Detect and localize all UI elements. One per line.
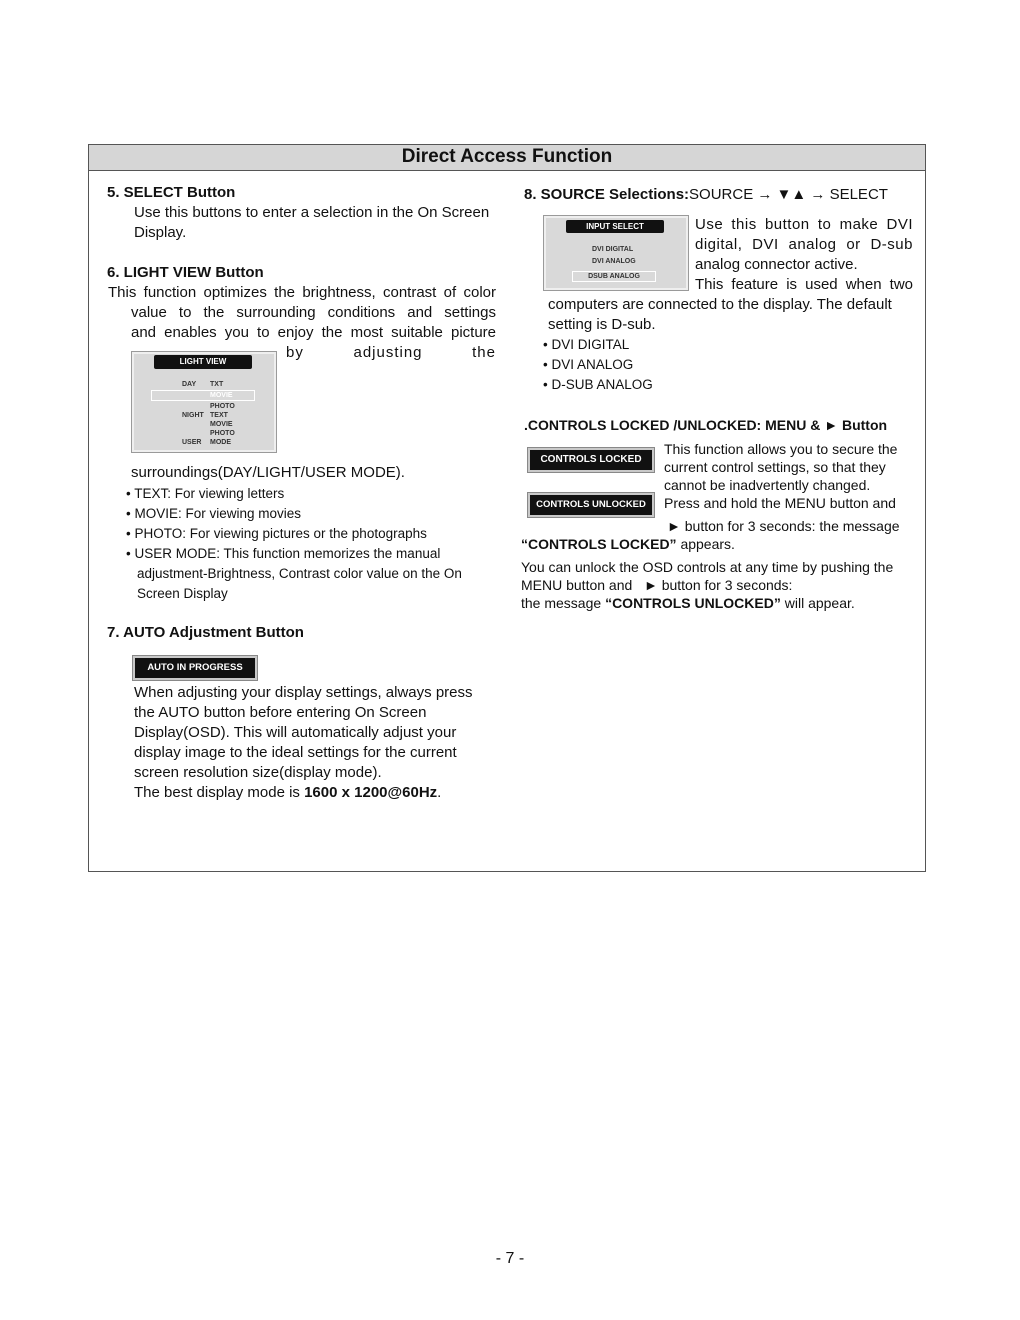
section7-line2: the AUTO button before entering On Screen [134, 704, 427, 721]
section6-heading: 6. LIGHT VIEW Button [107, 264, 264, 281]
controls-locked-message-line [521, 535, 735, 553]
section8-line1: Use this button to make DVI [695, 216, 913, 233]
osd-input-title: INPUT SELECT [566, 220, 664, 233]
msg-locked-suffix: appears. [676, 536, 735, 552]
section8-line5: computers are connected to the display. The default [548, 296, 892, 313]
page-number: - 7 - [495, 1250, 525, 1267]
osd-movie: MOVIE [210, 392, 233, 399]
section8-bullet-dsub-analog: • D-SUB ANALOG [543, 377, 653, 392]
controls-p1-line3: cannot be inadvertently changed. [664, 477, 871, 493]
osd-dvi-digital: DVI DIGITAL [592, 246, 634, 253]
section7-line5: screen resolution size(display mode). [134, 764, 382, 781]
best-mode-prefix: The best display mode is [134, 784, 305, 801]
controls-p1-line2: current control settings, so that they [664, 459, 886, 475]
section-title: Direct Access Function [89, 145, 925, 171]
section5-heading: 5. SELECT Button [107, 184, 236, 201]
msg-controls-unlocked: “CONTROLS UNLOCKED” [605, 595, 781, 611]
msg-controls-locked: “CONTROLS LOCKED” [521, 536, 677, 552]
controls-p1-line5: ► button for 3 seconds: the message [667, 518, 900, 534]
section5-body-line2: Display. [134, 224, 187, 241]
section8-heading-bold: 8. SOURCE Selections: [524, 186, 690, 203]
section8-bullet-dvi-analog: • DVI ANALOG [543, 357, 634, 372]
section7-best-mode-line [134, 783, 441, 803]
controls-p2-line1: You can unlock the OSD controls at any time by pushing the [521, 559, 894, 575]
section6-bullet-text: • TEXT: For viewing letters [126, 486, 285, 501]
section8-bullet-dvi-digital: • DVI DIGITAL [543, 337, 630, 352]
controls-locked-osd: CONTROLS LOCKED [528, 448, 654, 472]
osd-dvi-analog: DVI ANALOG [592, 258, 636, 265]
section7-heading: 7. AUTO Adjustment Button [107, 624, 304, 641]
section6-bullet-photo: • PHOTO: For viewing pictures or the photographs [126, 526, 427, 541]
section7-line4: display image to the ideal settings for the current [134, 744, 457, 761]
controls-unlocked-osd: CONTROLS UNLOCKED [528, 493, 654, 517]
section7-line1: When adjusting your display settings, always press [134, 684, 473, 701]
section5-body-line1: Use this buttons to enter a selection in the On Screen [134, 204, 490, 221]
osd-highlight-box [151, 390, 255, 401]
section6-bullet-movie: • MOVIE: For viewing movies [126, 506, 302, 521]
section8-heading-rest: SOURCE → ▼▲ → SELECT [689, 186, 888, 203]
msg-unlocked-suffix: will appear. [780, 595, 855, 611]
osd-movie2: MOVIE [210, 421, 233, 428]
osd-dsub-analog: DSUB ANALOG [572, 271, 656, 282]
input-select-osd [543, 215, 689, 291]
osd-user: USER [182, 439, 202, 446]
msg-unlocked-prefix: the message [521, 595, 606, 611]
osd-text: TEXT [210, 412, 228, 419]
section6-line4: by adjusting the [286, 344, 496, 361]
section8-heading [524, 185, 888, 205]
osd-title: LIGHT VIEW [154, 355, 252, 369]
section6-line1: This function optimizes the brightness, contrast of color [108, 284, 496, 301]
controls-p1-line1: This function allows you to secure the [664, 441, 898, 457]
section7-line3: Display(OSD). This will automatically adjust your [134, 724, 457, 741]
osd-day: DAY [182, 381, 197, 388]
section6-line5: surroundings(DAY/LIGHT/USER MODE). [131, 464, 405, 481]
osd-night: NIGHT [182, 412, 204, 419]
controls-p1-line4: Press and hold the MENU button and [664, 495, 896, 511]
section8-line2: digital, DVI analog or D-sub [695, 236, 913, 253]
light-view-osd [131, 351, 277, 453]
osd-photo2: PHOTO [210, 430, 235, 437]
controls-heading: .CONTROLS LOCKED /UNLOCKED: MENU & ► Button [524, 417, 888, 433]
section6-bullet-user-cont2: Screen Display [137, 586, 228, 601]
osd-mode: MODE [210, 439, 231, 446]
section8-line6: setting is D-sub. [548, 316, 656, 333]
osd-photo: PHOTO [210, 403, 235, 410]
section6-bullet-user-cont1: adjustment-Brightness, Contrast color value on the On [137, 566, 462, 581]
auto-in-progress-osd: AUTO IN PROGRESS [133, 656, 257, 680]
controls-p2-line2: MENU button and ► button for 3 seconds: [521, 577, 793, 593]
best-mode-value: 1600 x 1200@60Hz [304, 784, 438, 801]
section6-line3: and enables you to enjoy the most suitable picture [131, 324, 496, 341]
section6-bullet-user: • USER MODE: This function memorizes the manual [126, 546, 441, 561]
best-mode-suffix: . [437, 784, 442, 801]
section6-line2: value to the surrounding conditions and settings [131, 304, 496, 321]
controls-unlocked-message-line [521, 594, 855, 612]
section8-line3: analog connector active. [695, 256, 858, 273]
osd-txt: TXT [210, 381, 224, 388]
section8-line4: This feature is used when two [695, 276, 913, 293]
